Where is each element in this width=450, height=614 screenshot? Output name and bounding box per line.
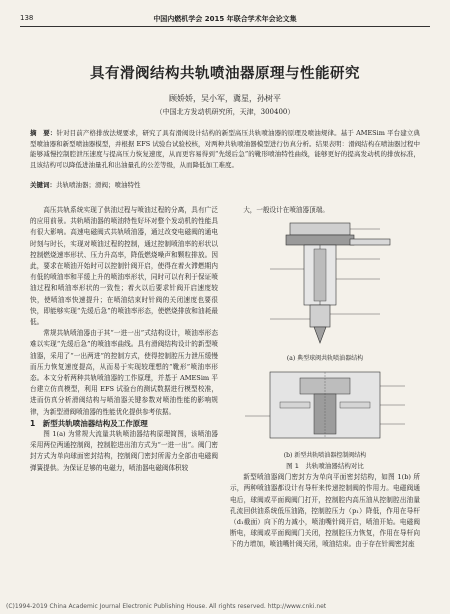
figure-1b	[230, 368, 420, 461]
copyright-footer: (C)1994-2019 China Academic Journal Electronic Publishing House. All rights reserved. http://www.cnki.net	[6, 603, 327, 610]
right-column	[230, 205, 420, 551]
abstract-text: 针对目前产格排放法规要求，研究了具有滑阀设计结构的新型高压共轨喷油器的原理及喷油规律。基于 AMESim 平台建立典型喷油器和新型喷油器模型，并根据 EFS 试验台试验校核，对两种共轨喷油器模型进行仿真分析。结果表明：滑阀结构在喷油器过程中能够减慢控制腔泄压速度与提高压力恢复速度，从而更容易得到“先缓后急”的靴形喷油特性曲线，能够更好的提高发动机的排放标准，且该结构可以降低进油量孔和出油量孔的公差等级，从而降低加工难度。	[30, 129, 420, 169]
keywords-label: 关键词：	[30, 181, 56, 189]
abstract	[30, 128, 420, 170]
paper-title: 具有滑阀结构共轨喷油器原理与性能研究	[90, 66, 360, 82]
right-column-paragraph: 新型喷油器阀门密封方为单向平面密封结构，如图 1(b) 所示，两种喷油器都设计有导杆来传递控制阀的作用力。电磁阀通电后，球阀或平面阀阀门打开，控制腔内高压油从控制腔出油量孔流回供油系统低压油路，控制腔压力（p₁）降低，作用在导杆（d₁截面）向下的力减小，喷油嘴针阀开启，喷油开始。电磁阀断电，球阀或平面阀阀门关闭，控制腔压力恢复，作用在导杆向下的力增加，喷油嘴针阀关闭，喷油结束。由于存在针阀密封座	[230, 473, 420, 549]
intro-paragraph-1: 高压共轨系统实现了供油过程与喷油过程的分离，具有广泛的应用前景。共轨喷油器的喷油特性好坏对整个发动机的性能具有很大影响。高速电磁阀式共轨喷油器，通过改变电磁阀的通电时刻与时长，实现对喷油过程的控制，通过控制喷油率的形状以控制燃烧速率形状、压力升高率，降低燃烧噪声和颗粒排放。因此，要求在喷油开始时可以控制针阀开启，使得在着火滞燃期内有低的喷油率和平缓上升的喷油率形状，同时可以有利于保证喷油过程和喷油率形状的一致性；着火以后要求针阀开启速度较快，使喷油率快速提升；在喷油结束时针阀的关闭速度也要很快，即能够实现“先缓后急”的喷油率形态，使燃烧排放和油耗最低。	[30, 206, 218, 327]
page-header	[20, 12, 430, 26]
right-column-lead: 大，一般设计在喷油器顶端。	[243, 206, 329, 214]
keywords-text: 共轨喷油器；滑阀；喷油特性	[56, 181, 141, 189]
section-1-paragraph: 图 1(a) 为常规大流量共轨喷油器结构原理简图，该喷油器采用两位两通控制阀，控制腔进出油方式为“一进一出”。阀门密封方式为单向球面密封结构，控制阀门密封所需力全部由电磁阀弹簧提供。为保证足够的电磁力，喷油器电磁阀体积较	[30, 430, 218, 472]
paper-authors: 顾娇娇，吴小军，冀星，孙树平	[169, 94, 281, 103]
figure-1b-caption: (b) 新型共轨喷油器控制阀结构	[283, 451, 367, 459]
slide-valve-control-diagram	[230, 368, 420, 446]
section-1-heading: 1 新型共轨喷油器结构及工作原理	[30, 418, 148, 428]
page-number: 138	[20, 14, 34, 22]
left-column	[30, 205, 218, 474]
header-divider	[20, 26, 430, 27]
abstract-label: 摘 要：	[30, 129, 57, 137]
paper-affiliation: （中国北方发动机研究所，天津，300400）	[155, 108, 295, 116]
journal-title: 中国内燃机学会 2015 年联合学术年会论文集	[153, 15, 297, 23]
intro-paragraph-2: 常规共轨喷油器由于其“一进一出”式结构设计，喷油率形态难以实现“先缓后急”的喷油率曲线。具有滑阀结构设计的新型喷油器，采用了“一出两进”的控制方式，使得控制腔压力泄压缓慢而压力恢复速度提高，从而易于实现较理想的“靴形”喷油率形态。本文分析两种共轨喷油器的工作原理，并基于 AMESim 平台建立仿真模型，利用 EFS 试验台的测试数据进行模型校准，进而仿真分析滑阀结构与喷油器关键参数对喷油性能的影响规律，为新型滑阀喷油器的性能优化提供参考依据。	[30, 329, 218, 416]
figure-1a-caption: (a) 典型球阀共轨喷油器结构	[286, 355, 364, 363]
figure-1a	[230, 219, 420, 364]
figure-1-caption: 图 1 共轨喷油器结构对比	[286, 462, 364, 471]
ball-valve-injector-diagram	[230, 219, 420, 349]
keywords	[30, 180, 420, 189]
